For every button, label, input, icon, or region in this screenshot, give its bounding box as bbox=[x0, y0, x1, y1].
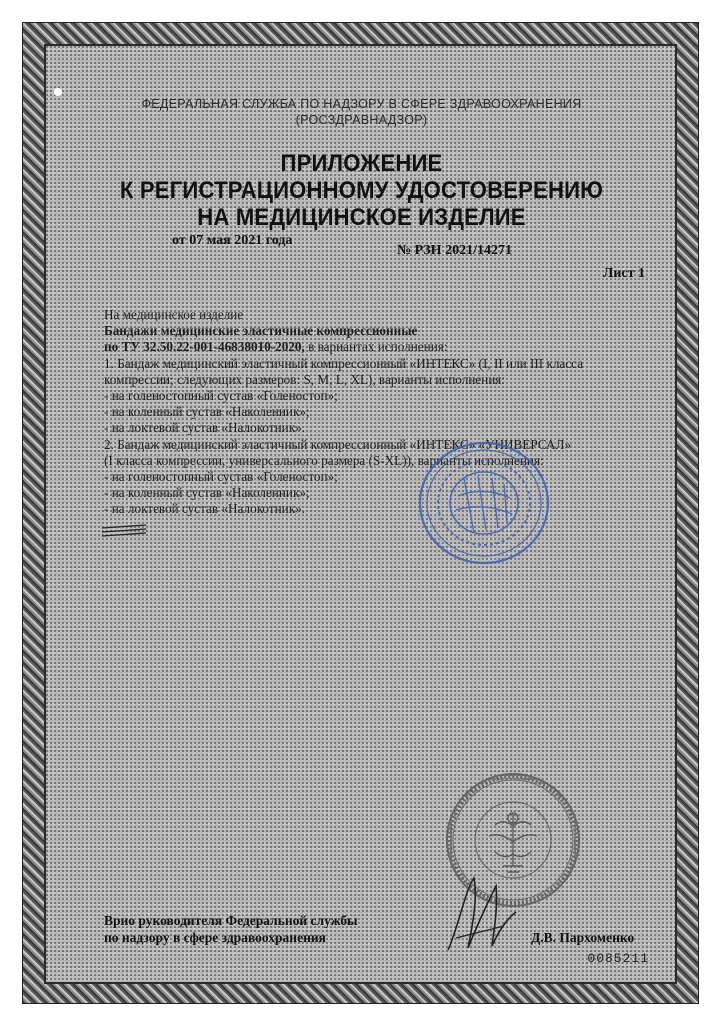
product-name: Бандажи медицинские эластичные компрессионные bbox=[104, 323, 418, 338]
intro-line: На медицинское изделие bbox=[104, 307, 244, 322]
signatory-position-line2: по надзору в сфере здравоохранения bbox=[104, 930, 326, 945]
body-line: - на локтевой сустав «Налокотник». bbox=[104, 420, 306, 435]
body-line: - на коленный сустав «Наколенник»; bbox=[104, 485, 310, 500]
organization-seal-stamp bbox=[414, 438, 554, 568]
punch-hole bbox=[54, 88, 62, 96]
body-line: (I класса компрессии, универсального размера (S-XL)), варианты исполнения: bbox=[104, 453, 544, 468]
body-line: - на голеностопный сустав «Голеностоп»; bbox=[104, 388, 338, 403]
document-title-line2: К РЕГИСТРАЦИОННОМУ УДОСТОВЕРЕНИЮ bbox=[119, 177, 604, 204]
body-line: - на коленный сустав «Наколенник»; bbox=[104, 404, 310, 419]
form-serial-number: 0085211 bbox=[587, 951, 649, 966]
end-of-text-strike-mark bbox=[100, 522, 150, 540]
body-line: - на голеностопный сустав «Голеностоп»; bbox=[104, 469, 338, 484]
signatory-name: Д.В. Пархоменко bbox=[531, 930, 635, 945]
specification-code: по ТУ 32.50.22-001-46838010-2020, bbox=[104, 339, 305, 354]
document-title-line1: ПРИЛОЖЕНИЕ bbox=[280, 150, 443, 177]
specification-rest: в вариантах исполнения: bbox=[304, 339, 448, 354]
document-title-line3: НА МЕДИЦИНСКОЕ ИЗДЕЛИЕ bbox=[197, 204, 526, 231]
registration-number: № РЗН 2021/14271 bbox=[397, 243, 512, 258]
sheet-number: Лист 1 bbox=[602, 266, 645, 281]
agency-abbreviation: (РОСЗДРАВНАДЗОР) bbox=[295, 113, 428, 127]
agency-name: ФЕДЕРАЛЬНАЯ СЛУЖБА ПО НАДЗОРУ В СФЕРЕ ЗДРАВООХРАНЕНИЯ bbox=[141, 97, 582, 111]
body-line: - на локтевой сустав «Налокотник». bbox=[104, 501, 306, 516]
signatory-position-line1: Врио руководителя Федеральной службы bbox=[104, 913, 358, 928]
issue-date: от 07 мая 2021 года bbox=[172, 233, 293, 248]
handwritten-signature bbox=[438, 868, 528, 958]
body-line: компрессии; следующих размеров: S, M, L, XL), варианты исполнения: bbox=[104, 372, 506, 387]
body-line: 1. Бандаж медицинский эластичный компрессионный «ИНТЕКС» (I, II или III класса bbox=[104, 356, 584, 371]
body-line: 2. Бандаж медицинский эластичный компрессионный «ИНТЕКС» «УНИВЕРСАЛ» bbox=[104, 437, 572, 452]
specification-line bbox=[104, 339, 447, 355]
